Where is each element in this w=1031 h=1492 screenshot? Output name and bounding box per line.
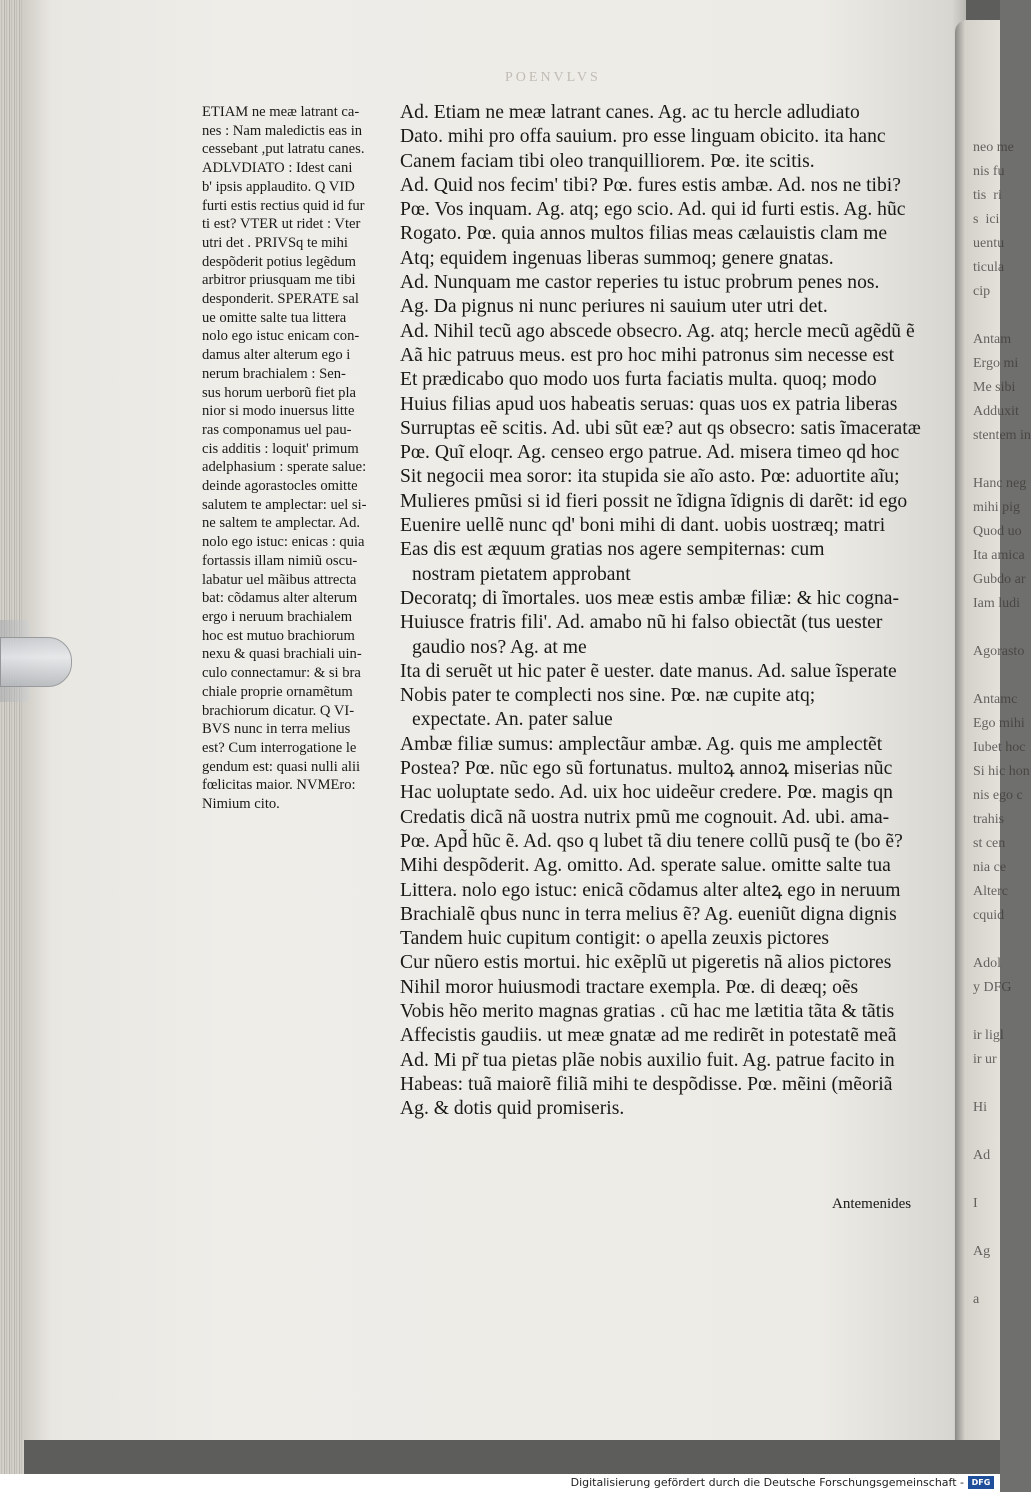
text-line: Aã hic patruus meus. est pro hoc mihi patronus sim necesse est [400,344,895,366]
page-stack-edge [0,0,24,1474]
main-text-column [400,101,940,1121]
text-line: Decoratq; di ĩmortales. uos meæ estis ambæ filiæ: & hic cogna- [400,587,899,609]
text-line: Ita di seruẽt ut hic pater ẽ uester. date manus. Ad. salue ĩsperate [400,660,897,682]
text-line: Mihi despõderit. Ag. omitto. Ad. sperate salue. omitte salte tua [400,855,891,877]
text-line: Brachialẽ qbus nunc in terra melius ẽ? Ag. eueniũt digna dignis [400,903,897,925]
commentary-line: ne saltem te amplectar. Ad. [202,515,361,532]
text-line: Nobis pater te complecti nos sine. Pœ. næ cupite atq; [400,685,816,707]
commentary-line: nior si modo inuersus litte [202,403,355,420]
dfg-logo-icon: DFG [968,1476,994,1489]
text-line: expectate. An. pater salue [412,709,613,731]
next-page-line: tis ri [973,188,1002,203]
next-page-line: nia ce [973,860,1007,875]
footer-credit: Digitalisierung gefördert durch die Deutsche Forschungsgemeinschaft - [570,1476,964,1489]
next-page-line [973,1168,1031,1192]
next-page-margin [955,20,1031,1440]
text-line: Pœ. Quĩ eloqr. Ag. censeo ergo patrue. Ad. misera timeo qd hoc [400,442,900,464]
next-page-line: Antam [973,332,1012,347]
next-page-line [973,1000,1031,1024]
text-line: gaudio nos? Ag. at me [412,636,587,658]
text-line: Hac uoluptate sedo. Ad. uix hoc uideẽur credere. Pœ. magis qn [400,782,893,804]
text-line: Dato. mihi pro offa sauium. pro esse linguam obicito. ita hanc [400,126,886,148]
next-page-line [973,1072,1031,1096]
commentary-line: hoc est mutuo brachiorum [202,627,355,644]
next-page-line: Hi [973,1100,987,1115]
commentary-line: brachiorum dicatur. Q VI- [202,702,355,719]
next-page-line [973,1264,1031,1288]
commentary-line: desponderit. SPERATE sal [202,291,359,308]
next-page-line: Iubet hoc [973,740,1026,755]
commentary-line: nolo ego istuc enicam con- [202,328,360,345]
commentary-line: adelphasium : sperate salue: [202,459,367,476]
text-line: Euenire uellẽ nunc qd' boni mihi di dant. uobis uostræq; matri [400,515,886,537]
commentary-column [202,103,390,814]
commentary-line: damus alter alterum ego i [202,347,351,364]
text-line: Vobis hẽo merito magnas gratias . cũ hac me lætitia tãta & tãtis [400,1000,895,1022]
commentary-line: nolo ego istuc: enicas : quia [202,534,365,551]
next-page-line: ticula [973,260,1005,275]
next-page-line: Adduxit [973,404,1019,419]
commentary-line: fœlicitas maior. NVMEro: [202,777,356,794]
next-page-line: Alterc [973,884,1008,899]
text-line: Ad. Nihil tecũ ago abscede obsecro. Ag. atq; hercle mecũ agẽdũ ẽ [400,320,915,342]
next-page-line: s ici [973,212,1000,227]
text-line: Habeas: tuã maiorẽ filiã mihi te despõdisse. Pœ. mẽini (mẽoriã [400,1073,893,1095]
next-page-line: a [973,1292,980,1307]
commentary-line: Nimium cito. [202,796,280,813]
next-page-line: ir ligl [973,1028,1004,1043]
next-page-line: Ergo mi [973,356,1019,371]
text-line: Credatis dicã nã uostra nutrix pmũ me cognouit. Ad. ubi. ama- [400,806,890,828]
text-line: Eas dis est æquum gratias nos agere sempiternas: cum [400,539,825,561]
text-line: Sit negocii mea soror: ita stupida sie aĩo asto. Pœ: aduortite aĩu; [400,466,900,488]
commentary-line: fortassis illam nimiũ oscu- [202,552,358,569]
text-line: Pœ. Vos inquam. Ag. atq; ego scio. Ad. qui id furti estis. Ag. hũc [400,199,906,221]
commentary-line: despõderit potius legẽdum [202,253,357,270]
commentary-line: cessebant ,put latratu canes. [202,141,365,158]
next-page-line: Ag [973,1244,991,1259]
commentary-line: nexu & quasi brachiali uin- [202,646,362,663]
text-line: Canem faciam tibi oleo tranquilliorem. Pœ. ite scitis. [400,150,815,172]
text-line: Ad. Nunquam me castor reperies tu istuc probrum penes nos. [400,272,880,294]
text-line: Nihil moror huiusmodi tractare exempla. Pœ. di deæq; oẽs [400,976,859,998]
next-page-line [973,664,1031,688]
commentary-line: ti est? VTER ut ridet : Vter [202,216,361,233]
bleed-through-title: POENVLVS [505,70,601,85]
next-page-line: uentu [973,236,1005,251]
page-clip [0,637,72,687]
next-page-line: trahis [973,812,1005,827]
text-line: Surruptas eẽ scitis. Ad. ubi sũt eæ? aut qs obsecro: satis ĩmaceratæ [400,417,921,439]
text-line: Ad. Mi pr̃ tua pietas plãe nobis auxilio fuit. Ag. patrue facito in [400,1049,895,1071]
text-line: Mulieres pmũsi si id fieri possit ne ĩdigna ĩdignis di darẽt: id ego [400,490,908,512]
next-page-text [973,136,1031,1312]
commentary-line: salutem te amplectar: uel si- [202,496,367,513]
commentary-line: sus horum uerborũ fiet pla [202,384,357,401]
commentary-line: cis additis : loquit' primum [202,440,359,457]
commentary-line: nes : Nam maledictis eas in [202,122,363,139]
next-page-line: ir ur [973,1052,997,1067]
next-page-line: Gubdo ar [973,572,1026,587]
commentary-line: nerum brachialem : Sen- [202,365,346,382]
next-page-line: Ad [973,1148,991,1163]
commentary-line: ADLVDIATO : Idest cani [202,160,353,177]
next-page-line: st cen [973,836,1006,851]
next-page-line: Antamc [973,692,1018,707]
next-page-line: Quod uo [973,524,1022,539]
commentary-line: ETIAM ne meæ latrant ca- [202,104,360,120]
next-page-line: mihi pig [973,500,1021,515]
next-page-line: cip [973,284,991,299]
text-line: Ad. Quid nos fecim' tibi? Pœ. fures estis ambæ. Ad. nos ne tibi? [400,174,901,196]
next-page-line [973,448,1031,472]
commentary-line: BVS nunc in terra melius [202,721,351,738]
next-page-line: Ita amica [973,548,1025,563]
next-page-line: stentem in [973,428,1031,443]
text-line: Postea? Pœ. nũc ego sũ fortunatus. multoꝝ annoꝝ miserias nũc [400,758,893,780]
text-line: Huius filias apud uos habeatis seruas: quas uos ex patria liberas [400,393,898,415]
next-page-line: Iam ludi [973,596,1021,611]
next-page-line: Hanc neg [973,476,1027,491]
next-page-line [973,616,1031,640]
next-page-line: Adol [973,956,1001,971]
next-page-line [973,304,1031,328]
text-line: Ag. & dotis quid promiseris. [400,1098,625,1120]
next-page-line: y DFG [973,980,1012,995]
next-page-line [973,1120,1031,1144]
next-page-line: nis ego c [973,788,1023,803]
next-page-line: neo me [973,140,1014,155]
text-line: Cur nũero estis mortui. hic exẽplũ ut pigeretis nã alios pictores [400,952,892,974]
text-line: Tandem huic cupitum contigit: o apella zeuxis pictores [400,928,830,950]
text-line: Rogato. Pœ. quia annos multos filias meas cælauistis clam me [400,223,888,245]
commentary-line: ras componamus uel pau- [202,421,352,438]
text-line: Ambæ filiæ sumus: amplectãur ambæ. Ag. quis me amplectẽt [400,733,883,755]
next-page-line: I [973,1196,978,1211]
text-line: Huiusce fratris fili'. Ad. amabo nũ hi falso obiectãt (tus uester [400,612,883,634]
commentary-line: chiale proprie ornamẽtum [202,683,353,700]
next-page-line: Ego mihi [973,716,1025,731]
commentary-line: arbitror priusquam me tibi [202,272,356,289]
commentary-line: labatur uel mãibus attrecta [202,571,357,588]
commentary-line: gendum est: quasi nulli alii [202,758,361,775]
text-line: Et prædicabo quo modo uos furta faciatis multa. quoq; modo [400,369,877,391]
commentary-line: culo connectamur: & si bra [202,665,361,682]
text-line: Ag. Da pignus ni nunc periures ni sauium uter utri det. [400,296,828,318]
text-line: Pœ. Apd̃ hũc ẽ. Ad. qso q lubet tã diu tenere collũ pusq̃ te (bo ẽ? [400,830,903,852]
next-page-line [973,928,1031,952]
text-line: nostram pietatem approbant [412,563,631,585]
commentary-line: bat: cõdamus alter alterum [202,590,358,607]
text-line: Atq; equidem ingenuas liberas summoq; genere gnatas. [400,247,834,269]
commentary-line: est? Cum interrogatione le [202,739,357,756]
next-page-line [973,1216,1031,1240]
next-page-line: cquid [973,908,1005,923]
text-line: Affecistis gaudiis. ut meæ gnatæ ad me redirẽt in potestatẽ meã [400,1025,897,1047]
next-page-line: nis fu [973,164,1005,179]
commentary-line: b' ipsis applaudito. Q VID [202,178,355,195]
text-line: Littera. nolo ego istuc: enicã cõdamus alter alteꝝ ego in neruum [400,879,901,901]
commentary-line: ue omitte salte tua littera [202,309,347,326]
commentary-line: deinde agorastocles omitte [202,478,358,495]
catchword: Antemenides [832,1196,912,1212]
next-page-line: Si hic hon [973,764,1030,779]
next-page-line: Agorasto [973,644,1025,659]
commentary-line: utri det . PRIVSq te mihi [202,234,348,251]
next-page-line: Me sibi [973,380,1016,395]
commentary-line: ergo i neruum brachialem [202,608,353,625]
commentary-line: furti estis rectius quid id fur [202,197,365,214]
text-line: Ad. Etiam ne meæ latrant canes. Ag. ac tu hercle adludiato [400,102,860,123]
